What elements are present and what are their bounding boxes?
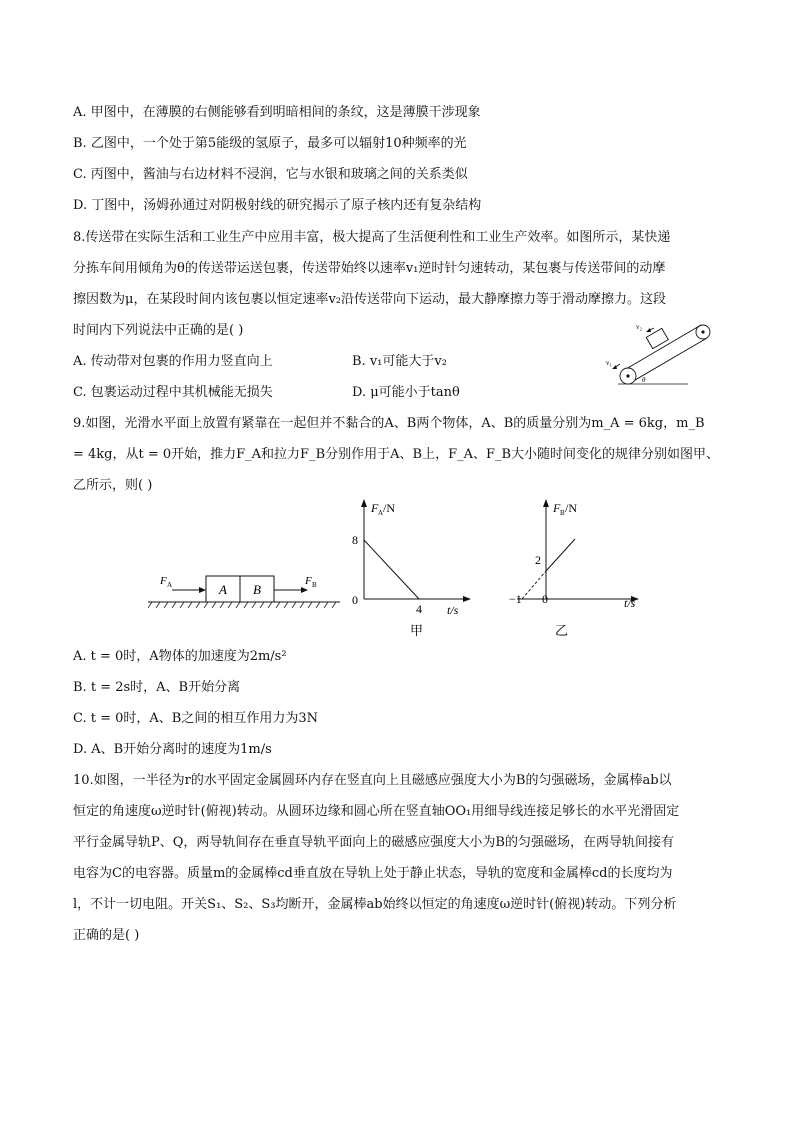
q8-stem-line-1: 8.传送带在实际生活和工业生产中应用丰富，极大提高了生活便利性和工业生产效率。如图所示，某快递 (73, 230, 671, 245)
yi-y-tick-2: 2 (535, 553, 541, 567)
q10-stem-line-5: l，不计一切电阻。开关S₁、S₂、S₃均断开，金属棒ab始终以恒定的角速度ω逆时针(俯视)转动。下列分析 (73, 897, 677, 912)
jia-y-tick-8: 8 (352, 533, 358, 547)
jia-x-tick-4: 4 (416, 602, 422, 616)
q8-option-a: A. 传动带对包裹的作用力竖直向上 (73, 354, 273, 369)
q10-stem-line-6: 正确的是( ) (73, 928, 140, 943)
q8-stem-line-2: 分拣车间用倾角为θ的传送带运送包裹，传送带始终以速率v₁逆时针匀速转动，某包裹与传送带间的动摩 (73, 261, 666, 276)
q9-stem-line-1: 9.如图，光滑水平面上放置有紧靠在一起但并不黏合的A、B两个物体，A、B的质量分别为m_A = 6kg，m_B (73, 416, 705, 431)
q8-option-b: B. v₁可能大于v₂ (352, 354, 447, 369)
force-fa-label: F (160, 575, 167, 587)
force-fb-subscript: B (312, 581, 317, 589)
jia-y-unit: /N (383, 501, 395, 515)
q8-stem-line-4: 时间内下列说法中正确的是( ) (73, 323, 244, 338)
block-b-label: B (253, 582, 261, 597)
q8-option-c: C. 包裹运动过程中其机械能无损失 (73, 385, 273, 400)
q9-option-d: D. A、B开始分离时的速度为1m/s (73, 742, 272, 757)
q10-stem-line-1: 10.如图，一半径为r的水平固定金属圆环内存在竖直向上且磁感应强度大小为B的匀强磁场，金属棒ab以 (73, 773, 672, 788)
q7-option-d: D. 丁图中，汤姆孙通过对阴极射线的研究揭示了原子核内还有复杂结构 (73, 198, 482, 213)
force-fa-subscript: A (167, 581, 173, 589)
theta-label: θ (642, 376, 646, 384)
conveyor-belt-figure (598, 315, 723, 390)
q9-option-c: C. t = 0时，A、B之间的相互作用力为3N (73, 711, 318, 726)
yi-caption: 乙 (555, 624, 569, 639)
blocks-figure (148, 560, 343, 610)
yi-x-tick-neg1: −1 (509, 592, 522, 606)
q10-stem-line-2: 恒定的角速度ω逆时针(俯视)转动。从圆环边缘和圆心所在竖直轴OO₁用细导线连接足够长的水平光滑固定 (73, 804, 680, 819)
jia-fa-line (364, 540, 419, 599)
q7-option-a: A. 甲图中，在薄膜的右侧能够看到明暗相间的条纹，这是薄膜干涉现象 (73, 105, 481, 120)
q10-stem-line-4: 电容为C的电容器。质量m的金属棒cd垂直放在导轨上处于静止状态，导轨的宽度和金属棒cd的长度均为 (73, 866, 673, 881)
graph-yi (505, 495, 650, 645)
q9-stem-line-2: = 4kg，从t = 0开始，推力F_A和拉力F_B分别作用于A、B上，F_A、F_B大小随时间变化的规律分别如图甲、 (73, 447, 720, 462)
yi-y-label-sub: B (560, 509, 565, 517)
yi-fb-line (546, 539, 575, 571)
yi-y-label: F (553, 501, 561, 515)
yi-y-unit: /N (565, 501, 577, 515)
q8-option-d: D. μ可能小于tanθ (352, 385, 460, 400)
jia-y-label: F (371, 501, 379, 515)
force-fb-label: F (305, 575, 312, 587)
q9-stem-line-3: 乙所示，则( ) (73, 478, 153, 493)
q9-option-a: A. t = 0时，A物体的加速度为2m/s² (73, 649, 287, 664)
q8-stem-line-3: 擦因数为μ，在某段时间内该包裹以恒定速率v₂沿传送带向下运动，最大静摩擦力等于滑动摩擦力。这段 (73, 292, 667, 307)
jia-y-label-sub: A (378, 509, 384, 517)
v1-label: v₁ (606, 359, 612, 367)
yi-origin: 0 (542, 592, 548, 606)
q10-stem-line-3: 平行金属导轨P、Q，两导轨间存在垂直导轨平面向上的磁感应强度大小为B的匀强磁场，在两导轨间接有 (73, 835, 674, 850)
jia-origin: 0 (352, 593, 358, 607)
q9-option-b: B. t = 2s时，A、B开始分离 (73, 680, 241, 695)
yi-x-label: t/s (624, 596, 636, 610)
q7-option-b: B. 乙图中，一个处于第5能级的氢原子，最多可以辐射10种频率的光 (73, 136, 467, 151)
v2-label: v₂ (636, 323, 642, 331)
graph-jia (345, 495, 480, 645)
jia-caption: 甲 (410, 624, 424, 639)
q7-option-c: C. 丙图中，酱油与右边材料不浸润，它与水银和玻璃之间的关系类似 (73, 167, 468, 182)
jia-x-label: t/s (447, 603, 459, 617)
block-a-label: A (219, 582, 227, 597)
